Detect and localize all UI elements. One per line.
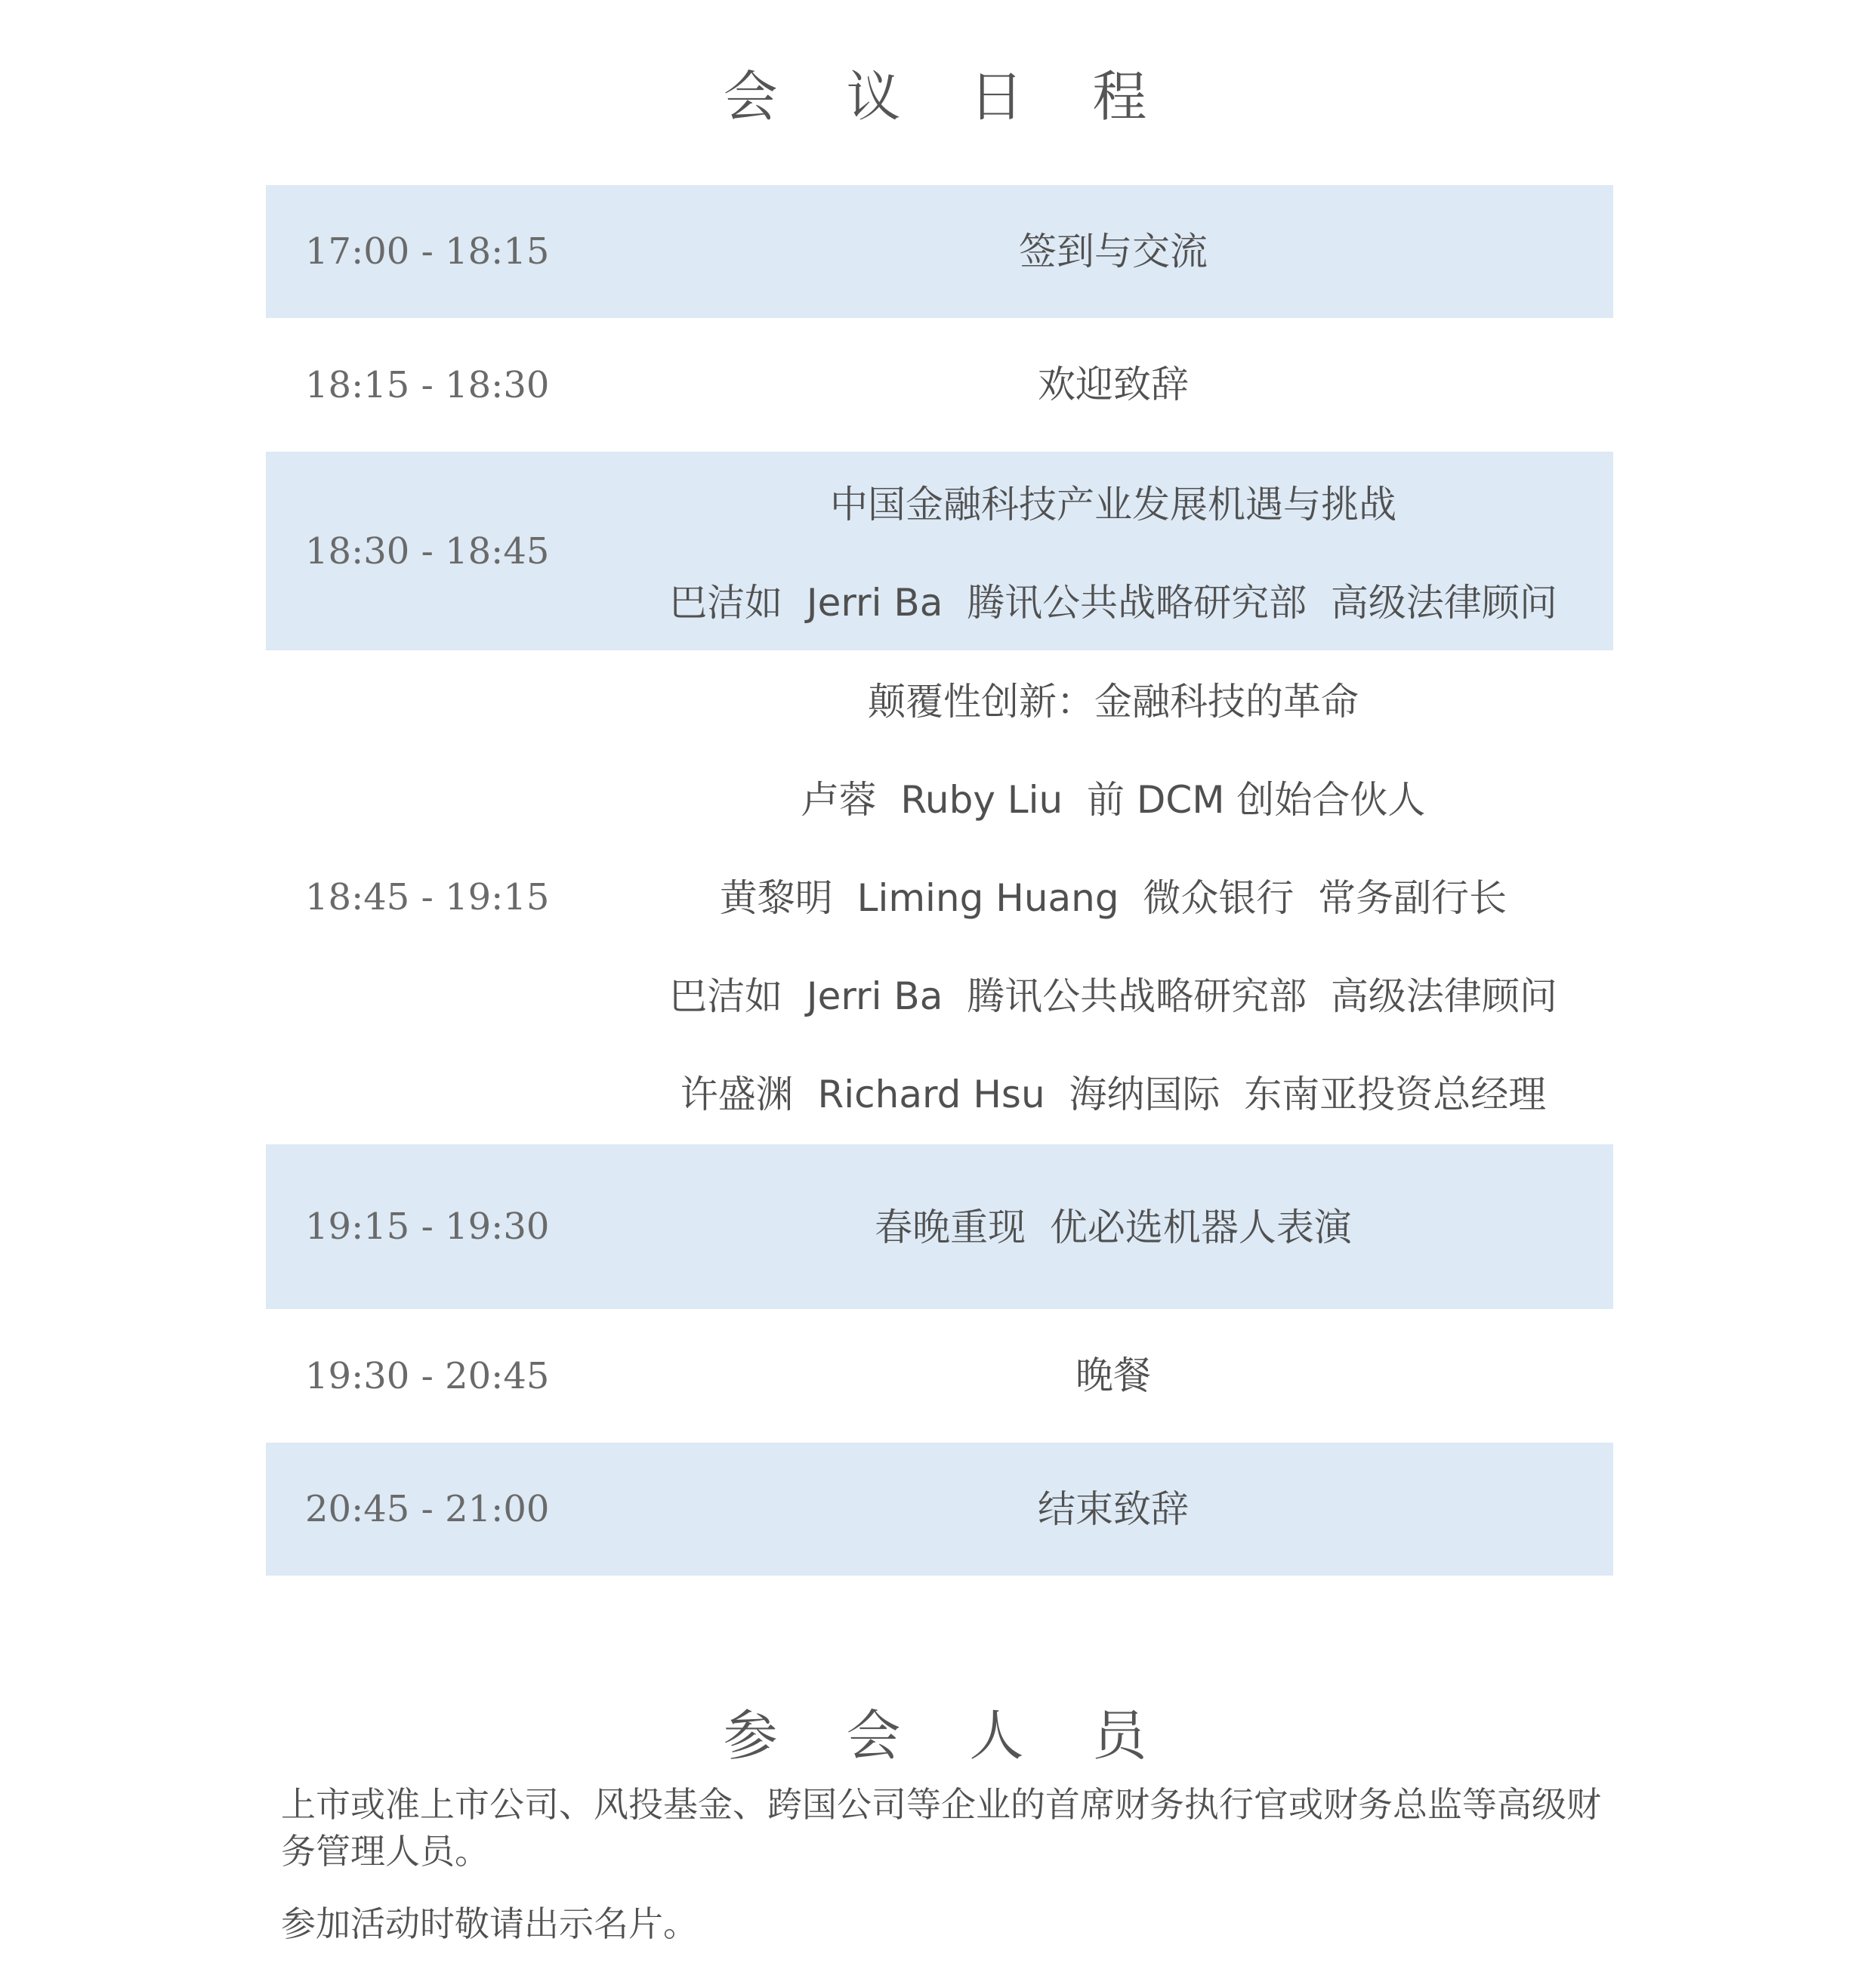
agenda-content [613, 452, 1613, 650]
agenda-item-title: 春晚重现 优必选机器人表演 [875, 1205, 1352, 1249]
agenda-time: 18:15 - 18:30 [305, 363, 550, 406]
agenda-row [266, 1443, 1613, 1576]
agenda-item-title: 晚餐 [1075, 1354, 1151, 1397]
agenda-title: 会 议 日 程 [723, 65, 1173, 128]
agenda-row [266, 1144, 1613, 1309]
attendees-description: 上市或准上市公司、风投基金、跨国公司等企业的首席财务执行官或财务总监等高级财务管理人员。 [281, 1784, 1601, 1872]
agenda-row [266, 1309, 1613, 1443]
agenda-time: 19:30 - 20:45 [305, 1354, 550, 1397]
agenda-content [613, 1443, 1613, 1576]
agenda-table [266, 185, 1613, 1576]
agenda-item-title: 欢迎致辞 [1038, 363, 1189, 406]
agenda-item-title: 颠覆性创新：金融科技的革命 [868, 680, 1359, 724]
agenda-speaker: 巴洁如 Jerri Ba 腾讯公共战略研究部 高级法律顾问 [669, 974, 1557, 1018]
agenda-item-title: 结束致辞 [1038, 1487, 1189, 1531]
agenda-time: 18:45 - 19:15 [305, 876, 550, 918]
agenda-content [613, 1309, 1613, 1443]
agenda-time: 18:30 - 18:45 [305, 529, 550, 573]
agenda-item-title: 中国金融科技产业发展机遇与挑战 [830, 483, 1396, 526]
agenda-content [613, 650, 1613, 1144]
agenda-time: 17:00 - 18:15 [305, 230, 550, 273]
agenda-row [266, 452, 1613, 650]
agenda-speaker: 许盛渊 Richard Hsu 海纳国际 东南亚投资总经理 [680, 1073, 1547, 1116]
agenda-content [613, 1144, 1613, 1309]
agenda-speaker: 巴洁如 Jerri Ba 腾讯公共战略研究部 高级法律顾问 [669, 581, 1557, 625]
agenda-time: 19:15 - 19:30 [305, 1205, 550, 1248]
attendees-note: 参加活动时敬请出示名片。 [281, 1903, 698, 1944]
agenda-row [266, 650, 1613, 1144]
agenda-time: 20:45 - 21:00 [305, 1488, 550, 1530]
agenda-content [613, 185, 1613, 318]
agenda-content [613, 318, 1613, 452]
agenda-item-title: 签到与交流 [1019, 230, 1208, 273]
agenda-row [266, 318, 1613, 452]
agenda-speaker: 卢蓉 Ruby Liu 前 DCM 创始合伙人 [801, 778, 1426, 822]
agenda-speaker: 黄黎明 Liming Huang 微众银行 常务副行长 [719, 876, 1507, 920]
agenda-row [266, 185, 1613, 318]
attendees-title: 参 会 人 员 [723, 1704, 1173, 1767]
